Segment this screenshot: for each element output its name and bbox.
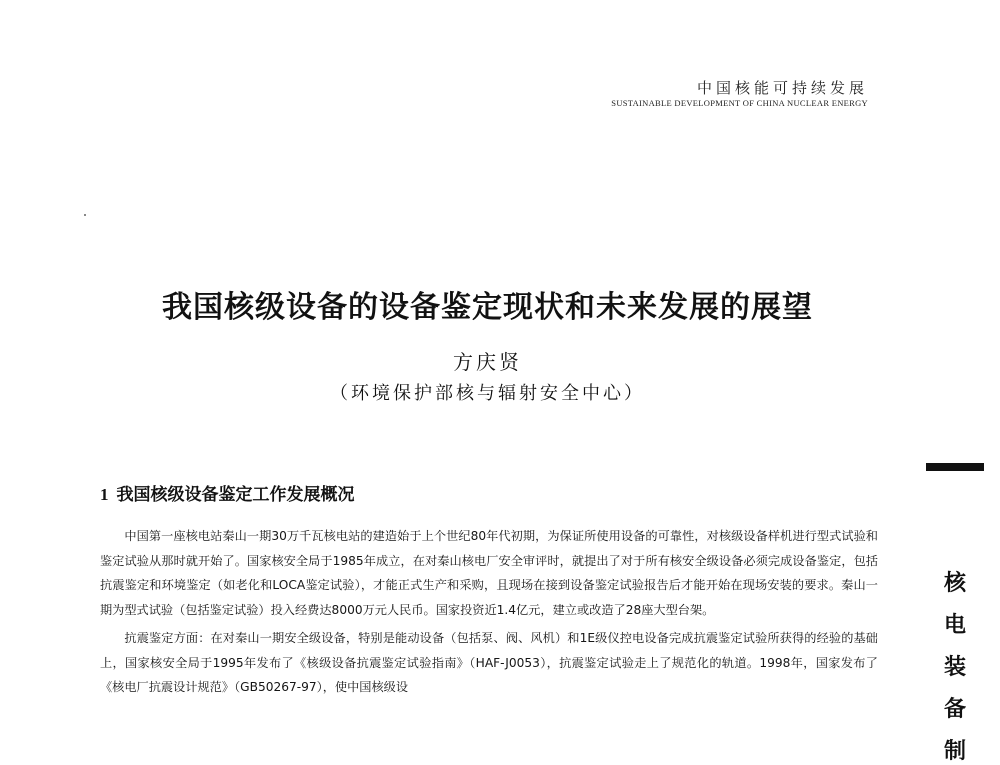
author-affiliation: （环境保护部核与辐射安全中心） <box>330 383 645 404</box>
article-title: 我国核级设备的设备鉴定现状和未来发展的展望 <box>162 290 813 325</box>
side-tab-char: 电 <box>943 612 966 638</box>
side-tab-char: 制 <box>943 738 966 764</box>
paragraph: 中国第一座核电站秦山一期30万千瓦核电站的建造始于上个世纪80年代初期，为保证所使用设备的可靠性，对核级设备样机进行型式试验和鉴定试验从那时就开始了。国家核安全局于1985年成立，在对秦山核电厂安全审评时，就提出了对于所有核安全级设备必须完成设备鉴定，包括抗震鉴定和环境鉴定（如老化和LOCA鉴定试验），才能正式生产和采购，且现场在接到设备鉴定试验报告后才能开始在现场安装的要求。秦山一期为型式试验（包括鉴定试验）投入经费达8000万元人民币。国家投资近1.4亿元，建立或改造了28座大型台架。 <box>100 529 878 617</box>
article-author: 方庆贤 <box>453 350 522 374</box>
side-tab-char: 装 <box>943 654 966 680</box>
journal-title-en: SUSTAINABLE DEVELOPMENT OF CHINA NUCLEAR ENERGY <box>611 98 868 108</box>
section-title: 我国核级设备鉴定工作发展概况 <box>116 485 355 505</box>
side-tab-char: 备 <box>943 696 966 722</box>
journal-title-cn: 中国核能可持续发展 <box>696 79 868 97</box>
section-number: 1 <box>100 485 109 504</box>
scan-speck <box>84 214 86 216</box>
side-tab-bar <box>926 463 984 471</box>
side-tab-char: 核 <box>943 570 966 596</box>
body-text <box>100 524 878 704</box>
section-heading <box>100 480 355 505</box>
paragraph: 抗震鉴定方面：在对秦山一期安全级设备，特别是能动设备（包括泵、阀、风机）和1E级仪控电设备完成抗震鉴定试验所获得的经验的基础上，国家核安全局于1995年发布了《核级设备抗震鉴定试验指南》（HAF-J0053），抗震鉴定试验走上了规范化的轨道。1998年，国家发布了《核电厂抗震设计规范》（GB50267-97），使中国核级设 <box>100 631 878 694</box>
